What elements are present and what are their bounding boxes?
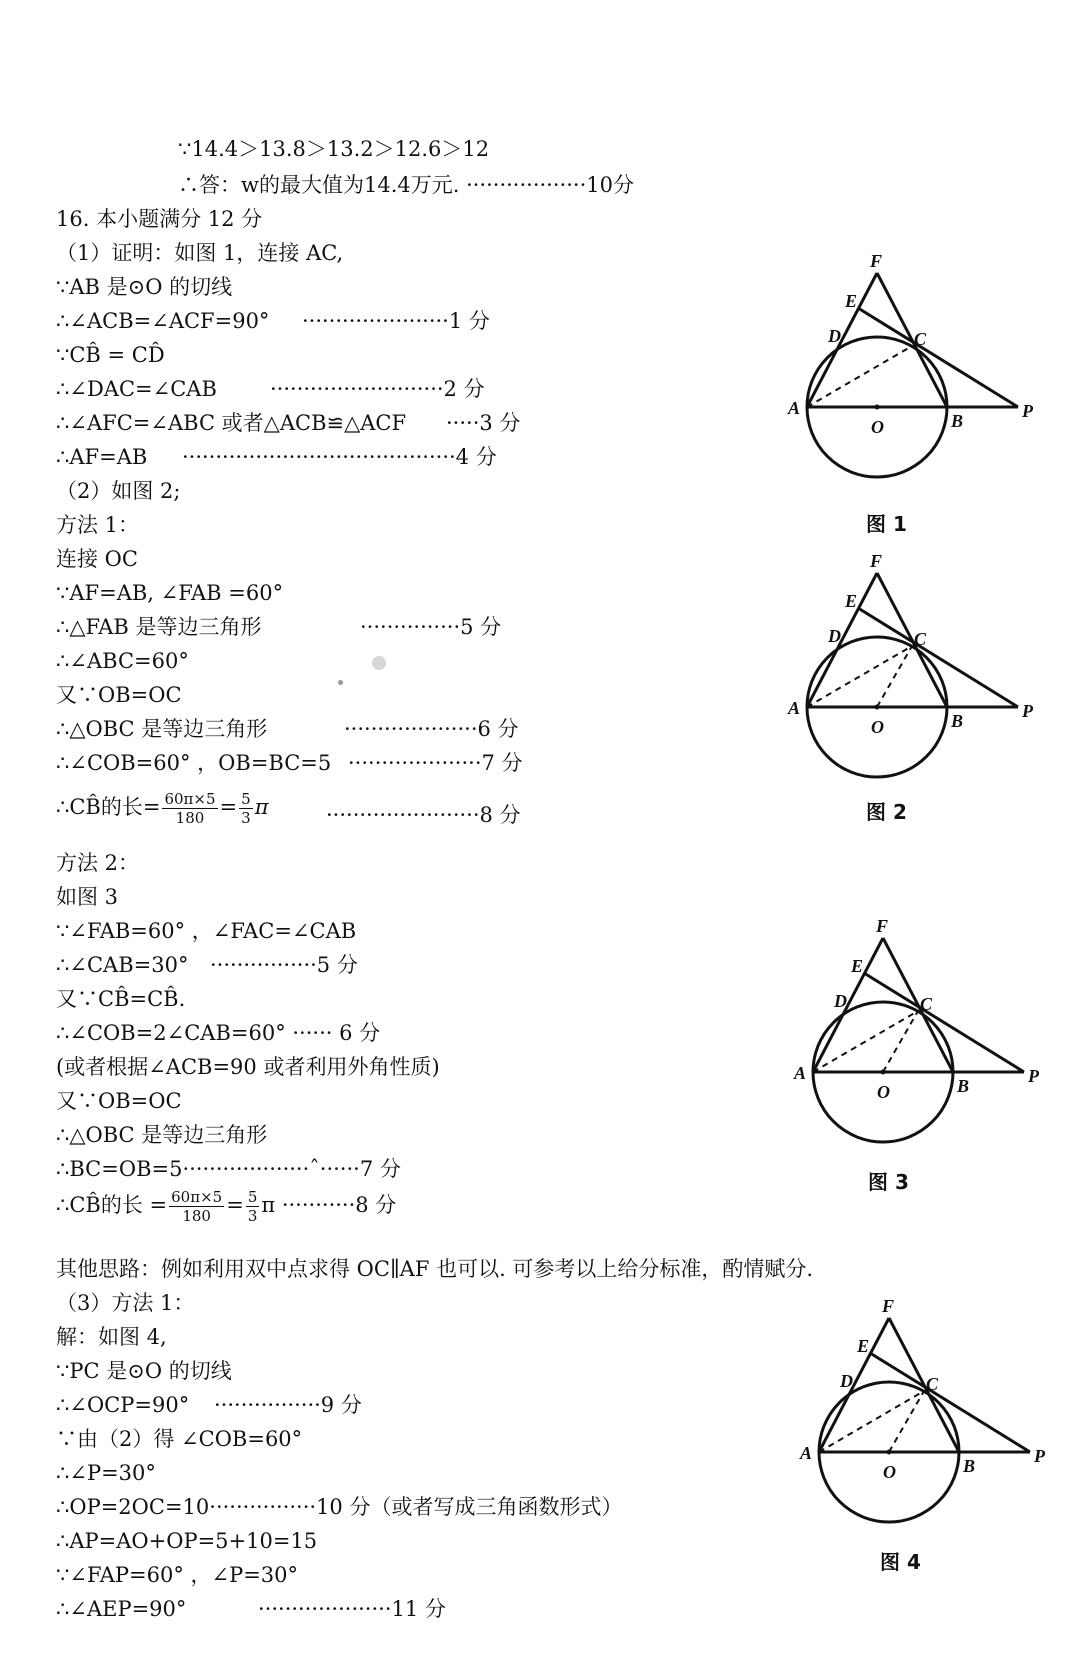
label-A: A (794, 1063, 807, 1083)
m1-line-7: ∴∠COB=60° ，OB=BC=5 (56, 751, 332, 775)
m2-line-1: 如图 3 (56, 885, 119, 909)
label-D: D (828, 626, 841, 646)
m2-fraction-2: $\frac{5}{3}$ (247, 1188, 258, 1225)
figure-1-caption: 图 1 (866, 512, 907, 536)
s1-title: （1）证明：如图 1，连接 AC, (56, 241, 344, 265)
label-A: A (788, 698, 801, 718)
figure-2 (770, 555, 1060, 795)
question-header: 16. 本小题满分 12 分 (56, 207, 263, 231)
m2-line-3: ∴∠CAB=30° (56, 953, 189, 977)
label-O: O (871, 717, 884, 737)
figure-2-caption: 图 2 (866, 800, 907, 824)
m1-line-6-score: ····················6 分 (344, 717, 519, 741)
geometry-diagram (770, 255, 1060, 495)
label-D: D (834, 991, 847, 1011)
method1-title: 方法 1： (56, 513, 140, 537)
point-o (887, 1450, 892, 1455)
m2-line-7: 又∵OB=OC (56, 1089, 182, 1113)
figure-3 (776, 920, 1066, 1160)
m1-line-8-score: ·······················8 分 (326, 803, 521, 827)
label-E: E (845, 291, 858, 311)
m2-line-8: ∴△OBC 是等边三角形 (56, 1123, 268, 1147)
scan-speck (338, 680, 343, 685)
answer-line: ∴答：w的最大值为14.4万元. ··················10分 (178, 173, 634, 197)
label-B: B (951, 411, 964, 431)
m1-line-1: 连接 OC (56, 547, 138, 571)
m1-line-2: ∵AF=AB, ∠FAB =60° (56, 581, 284, 605)
m1-line-8: ∴CB̂的长= $\frac{60\pi\times 5}{180}$ = $\frac{5}{3}$ π (56, 790, 269, 827)
line-af (813, 938, 883, 1072)
m2-line-4: 又∵CB̂=CB̂. (56, 987, 186, 1011)
s1-line-1: ∵AB 是⊙O 的切线 (56, 275, 233, 299)
label-B: B (951, 711, 964, 731)
line-af (819, 1318, 889, 1452)
label-B: B (963, 1456, 976, 1476)
s1-line-2-score: ······················1 分 (302, 309, 490, 333)
s3-line-6: ∴OP=2OC=10················10 分（或者写成三角函数形式） (56, 1495, 623, 1519)
m1-fraction-1: $\frac{60\pi\times 5}{180}$ (164, 790, 216, 827)
m1-line-7-score: ····················7 分 (348, 751, 523, 775)
s3-line-1: 解：如图 4, (56, 1325, 167, 1349)
label-P: P (1028, 1066, 1039, 1086)
line-af (807, 573, 877, 707)
label-O: O (877, 1082, 890, 1102)
label-B: B (957, 1076, 970, 1096)
m1-arc-length-label: ∴CB̂的长= (56, 795, 161, 819)
s1-line-5: ∴∠AFC=∠ABC 或者△ACB≌△ACF (56, 411, 407, 435)
m1-line-3-score: ···············5 分 (360, 615, 502, 639)
label-D: D (840, 1371, 853, 1391)
s3-line-8: ∵∠FAP=60° ，∠P=30° (56, 1563, 299, 1587)
label-E: E (857, 1336, 870, 1356)
scan-speck (372, 656, 386, 670)
label-O: O (883, 1462, 896, 1482)
label-C: C (926, 1374, 939, 1394)
s3-line-3: ∴∠OCP=90° (56, 1393, 190, 1417)
point-o (875, 405, 880, 410)
label-E: E (851, 956, 864, 976)
m1-line-4: ∴∠ABC=60° (56, 649, 189, 673)
geometry-diagram (782, 1300, 1072, 1540)
label-A: A (788, 398, 801, 418)
s3-line-2: ∵PC 是⊙O 的切线 (56, 1359, 232, 1383)
other-approach-note: 其他思路：例如利用双中点求得 OC∥AF 也可以. 可参考以上给分标准，酌情赋分. (56, 1257, 814, 1281)
method2-title: 方法 2： (56, 851, 140, 875)
m1-line-3: ∴△FAB 是等边三角形 (56, 615, 262, 639)
label-C: C (920, 994, 933, 1014)
label-F: F (870, 255, 883, 271)
s3-line-9: ∴∠AEP=90° (56, 1597, 187, 1621)
m2-line-3-score: ················5 分 (210, 953, 358, 977)
figure-3-caption: 图 3 (868, 1170, 909, 1194)
s3-line-5: ∴∠P=30° (56, 1461, 156, 1485)
s2-title: （2）如图 2; (56, 479, 181, 503)
point-o (881, 1070, 886, 1075)
label-F: F (870, 555, 883, 571)
s3-title: （3）方法 1： (56, 1291, 195, 1315)
s1-line-6-score: ·········································4 分 (182, 445, 497, 469)
label-F: F (882, 1300, 895, 1316)
geometry-diagram (770, 555, 1060, 795)
label-O: O (871, 417, 884, 437)
label-C: C (914, 629, 927, 649)
figure-1 (770, 255, 1060, 495)
s1-line-5-score: ·····3 分 (446, 411, 521, 435)
m2-line-5: ∴∠COB=2∠CAB=60° ······ 6 分 (56, 1021, 381, 1045)
label-A: A (800, 1443, 813, 1463)
m1-line-5: 又∵OB=OC (56, 683, 182, 707)
figure-4-caption: 图 4 (880, 1550, 921, 1574)
s3-line-9-score: ····················11 分 (258, 1597, 446, 1621)
m2-line-6: (或者根据∠ACB=90 或者利用外角性质) (56, 1055, 440, 1079)
s1-line-2: ∴∠ACB=∠ACF=90° (56, 309, 270, 333)
s1-line-3: ∵CB̂ = CD̂ (56, 343, 165, 367)
m1-line-6: ∴△OBC 是等边三角形 (56, 717, 268, 741)
geometry-diagram (776, 920, 1066, 1160)
label-P: P (1034, 1446, 1045, 1466)
label-P: P (1022, 401, 1033, 421)
line-af (807, 273, 877, 407)
label-P: P (1022, 701, 1033, 721)
m1-fraction-2: $\frac{5}{3}$ (241, 790, 251, 827)
label-C: C (914, 329, 927, 349)
inequality-line: ∵14.4＞13.8＞13.2＞12.6＞12 (178, 137, 490, 161)
point-o (875, 705, 880, 710)
m2-line-2: ∵∠FAB=60° ，∠FAC=∠CAB (56, 919, 357, 943)
s1-line-4: ∴∠DAC=∠CAB (56, 377, 217, 401)
s3-line-4: ∵由（2）得 ∠COB=60° (56, 1427, 303, 1451)
s3-line-7: ∴AP=AO+OP=5+10=15 (56, 1529, 318, 1553)
label-E: E (845, 591, 858, 611)
label-D: D (828, 326, 841, 346)
s1-line-4-score: ··························2 分 (270, 377, 485, 401)
m2-line-9: ∴BC=OB=5···················ˆ······7 分 (56, 1157, 401, 1181)
label-F: F (876, 920, 889, 936)
m2-fraction-1: $\frac{60\pi\times 5}{180}$ (171, 1188, 223, 1225)
m2-line-10: ∴CB̂的长 = $\frac{60\pi\times 5}{180}$ = $\frac{5}{3}$ π ···········8 分 (56, 1188, 397, 1225)
figure-4 (782, 1300, 1072, 1540)
s1-line-6: ∴AF=AB (56, 445, 148, 469)
s3-line-3-score: ················9 分 (214, 1393, 362, 1417)
